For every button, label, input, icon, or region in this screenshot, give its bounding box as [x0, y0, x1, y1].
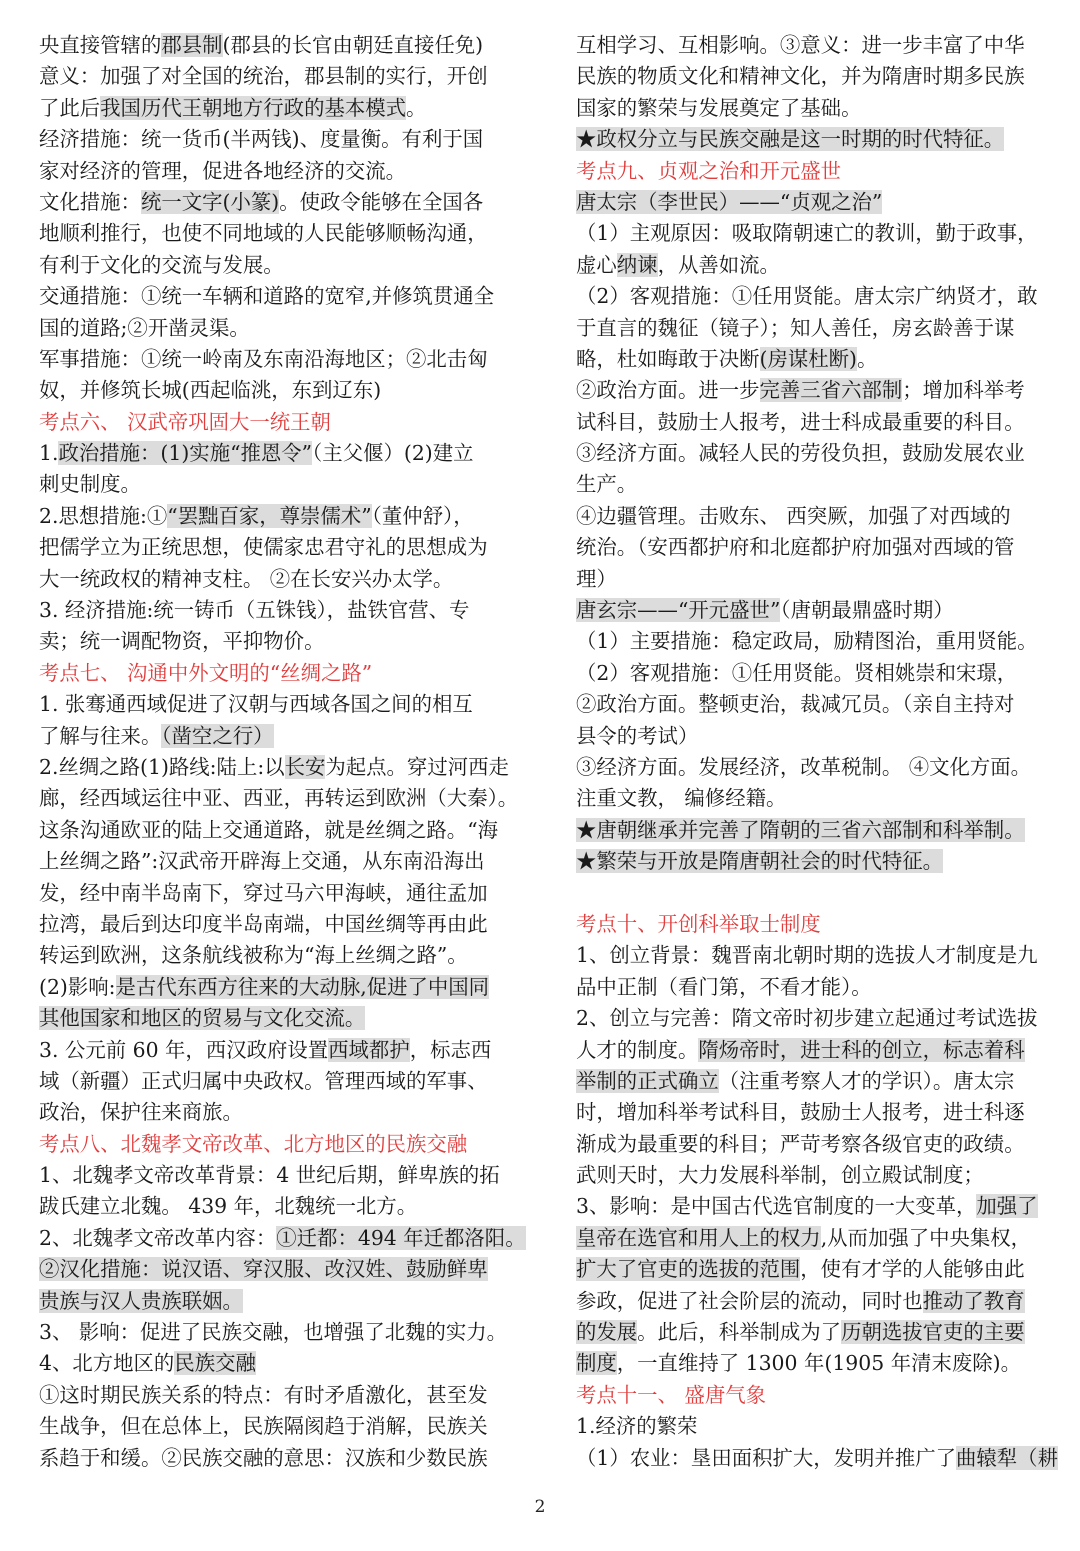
text-segment: 2、创立与完善：隋文帝时初步建立起通过考试选拔 [576, 1006, 1038, 1031]
text-line [39, 156, 507, 187]
text-segment: （1）主观原因：吸取隋朝速亡的教训，勤于政事， [576, 221, 1038, 246]
text-line [576, 815, 1044, 846]
text-line [39, 815, 507, 846]
text-segment: (2)影响: [39, 974, 116, 999]
highlighted-text: 政治措施：(1)实施“推恩令” [58, 441, 313, 466]
highlighted-text: 隋炀帝时，进士科的创立，标志着科 [698, 1037, 1025, 1062]
text-segment: 3、影响：是中国古代选官制度的一大变革， [576, 1194, 977, 1219]
highlighted-text: 加强了 [976, 1194, 1038, 1219]
text-segment: 生产。 [576, 472, 638, 497]
text-segment: 。 [406, 95, 427, 120]
text-segment: （唐朝最鼎盛时期） [780, 598, 954, 623]
text-segment: ，从善如流。 [657, 252, 780, 277]
highlighted-text: 完善三省六部制 [759, 378, 903, 403]
text-segment: ，一直维持了 1300 年(1905 年清末废除)。 [616, 1351, 1021, 1376]
highlighted-text: 皇帝在选官和用人上的权力 [576, 1225, 821, 1250]
text-segment: 意义：加强了对全国的统治，郡县制的实行，开创 [39, 64, 488, 89]
text-line [39, 1411, 507, 1442]
text-segment: 生战争，但在总体上，民族隔阂趋于消解，民族关 [39, 1414, 488, 1439]
highlighted-text: ★政权分立与民族交融是这一时期的时代特征。 [576, 127, 1005, 152]
text-segment: 军事措施：①统一岭南及东南沿海地区；②北击匈 [39, 346, 488, 371]
text-line [39, 783, 519, 814]
text-line [576, 783, 1044, 814]
text-segment: 考点十一、 盛唐气象 [576, 1382, 766, 1407]
text-line [39, 93, 507, 124]
text-line [576, 313, 1044, 344]
highlighted-text: 曲辕犁（耕 [956, 1445, 1058, 1470]
text-line [576, 532, 1044, 563]
highlighted-text: ★唐朝继承并完善了隋朝的三省六部制和科举制。 [576, 817, 1025, 842]
text-segment: 略，杜如晦敢于决断 [576, 346, 760, 371]
text-segment: ，使有才学的人能够由此 [800, 1257, 1025, 1282]
text-segment: （1）农业：垦田面积扩大，发明并推广了 [576, 1445, 957, 1470]
text-line [39, 721, 507, 752]
left-column [39, 30, 526, 1474]
text-segment: 2.思想措施:① [39, 503, 168, 528]
text-segment: 1. 张骞通西域促进了汉朝与西域各国之间的相互 [39, 692, 473, 717]
highlighted-text: 推动了教育 [922, 1288, 1025, 1313]
text-line [576, 1160, 1044, 1191]
highlighted-text: 其他国家和地区的贸易与文化交流。 [39, 1006, 366, 1031]
text-segment: 渐成为最重要的科目；严苛考察各级官吏的政绩。 [576, 1131, 1025, 1156]
text-segment: 交通措施：①统一车辆和道路的宽窄,并修筑贯通全 [39, 284, 495, 309]
text-line [576, 1254, 1044, 1285]
text-line [576, 689, 1044, 720]
text-line [39, 344, 507, 375]
text-segment: ③经济方面。发展经济，改革税制。 ④文化方面。 [576, 754, 1032, 779]
text-line [576, 438, 1044, 469]
highlighted-text: 是古代东西方往来的大动脉,促进了中国同 [115, 974, 490, 999]
text-line [39, 1097, 507, 1128]
text-segment: （2）客观措施：①任用贤能。贤相姚崇和宋璟， [576, 660, 1018, 685]
text-segment: 了此后 [39, 95, 101, 120]
text-line [39, 532, 507, 563]
text-line [576, 972, 1044, 1003]
text-segment: 考点七、 沟通中外文明的“丝绸之路” [39, 660, 373, 685]
highlighted-text: ②汉化措施：说汉语、穿汉服、改汉姓、鼓励鲜卑 [39, 1257, 488, 1282]
text-line [39, 218, 507, 249]
highlighted-text: (房谋杜断) [759, 346, 857, 371]
text-line [576, 940, 1044, 971]
text-segment: 有利于文化的交流与发展。 [39, 252, 284, 277]
text-segment: 1、北魏孝文帝改革背景：4 世纪后期，鲜卑族的拓 [39, 1163, 500, 1188]
text-line [39, 1003, 507, 1034]
text-segment: 大一统政权的精神支柱。 ②在长安兴办太学。 [39, 566, 454, 591]
text-line [39, 972, 507, 1003]
text-segment: 家对经济的管理，促进各地经济的交流。 [39, 158, 407, 183]
text-segment: 国家的繁荣与发展奠定了基础。 [576, 95, 862, 120]
text-segment: （1）主要措施：稳定政局，励精图治，重用贤能。 [576, 629, 1038, 654]
text-segment: 系趋于和缓。②民族交融的意思：汉族和少数民族 [39, 1445, 488, 1470]
text-line [39, 30, 507, 61]
section-heading [39, 1129, 507, 1160]
page-number: 2 [534, 1497, 546, 1517]
text-segment: ③经济方面。减轻人民的劳役负担，鼓励发展农业 [576, 441, 1025, 466]
text-segment: 上丝绸之路”:汉武帝开辟海上交通，从东南沿海出 [39, 849, 485, 874]
text-line [39, 1160, 507, 1191]
text-line [39, 752, 507, 783]
section-heading [576, 909, 1044, 940]
text-line [576, 344, 1044, 375]
text-line [576, 501, 1044, 532]
text-segment: 奴，并修筑长城(西起临洮，东到辽东) [39, 378, 382, 403]
text-line [576, 1035, 1044, 1066]
highlighted-text: 统一文字(小篆) [140, 189, 280, 214]
text-line [576, 658, 1044, 689]
text-segment: 理） [576, 566, 617, 591]
text-line [576, 846, 1044, 877]
highlighted-text: 纳谏 [616, 252, 658, 277]
text-segment: 发，经中南半岛南下，穿过马六甲海峡，通往孟加 [39, 880, 488, 905]
text-line [576, 752, 1044, 783]
highlighted-text: 扩大了官吏的选拔的范围 [576, 1257, 801, 1282]
section-heading [576, 156, 1044, 187]
highlighted-text: 郡县制 [161, 33, 223, 57]
text-line [39, 1254, 507, 1285]
text-line [39, 250, 507, 281]
text-line [576, 1348, 1044, 1379]
text-segment: ②政治方面。进一步 [576, 378, 760, 403]
highlighted-text: （凿空之行） [161, 723, 274, 748]
text-line [39, 878, 507, 909]
text-line [39, 626, 507, 657]
text-segment: 统治。（安西都护府和北庭都护府加强对西域的管 [576, 535, 1015, 560]
text-segment: 注重文教， 编修经籍。 [576, 786, 787, 811]
blank-line [576, 878, 1044, 909]
text-line [576, 61, 1044, 92]
highlighted-text: ①迁都：494 年迁都洛阳。 [276, 1225, 526, 1250]
text-line [39, 501, 507, 532]
text-segment: 于直言的魏征（镜子）；知人善任，房玄龄善于谋 [576, 315, 1015, 340]
text-line [39, 909, 507, 940]
text-segment: 参政，促进了社会阶层的流动，同时也 [576, 1288, 923, 1313]
text-segment: 跋氏建立北魏。 439 年，北魏统一北方。 [39, 1194, 418, 1219]
text-segment: 经济措施：统一货币(半两钱)、度量衡。有利于国 [39, 127, 484, 152]
text-segment: 文化措施： [39, 189, 141, 214]
highlighted-text: 西域都护 [328, 1037, 410, 1062]
text-segment: 人才的制度。 [576, 1037, 699, 1062]
text-line [576, 1066, 1044, 1097]
text-line [39, 375, 507, 406]
text-line [576, 30, 1044, 61]
highlighted-text: 唐玄宗——“开元盛世” [576, 598, 781, 623]
text-line [39, 689, 507, 720]
text-line [576, 1003, 1044, 1034]
text-segment: 互相学习、互相影响。③意义：进一步丰富了中华 [576, 33, 1025, 57]
text-line [576, 250, 1044, 281]
text-segment: 品中正制（看门第，不看才能）。 [576, 974, 872, 999]
text-line [576, 1191, 1044, 1222]
text-line [576, 626, 1044, 657]
highlighted-text: 长安 [284, 754, 326, 779]
text-line [576, 375, 1044, 406]
highlighted-text: 历朝选拔官吏的主要 [841, 1320, 1025, 1345]
text-segment: 2、北魏孝文帝改革内容： [39, 1225, 277, 1250]
text-segment: 。使政令能够在全国各 [279, 189, 484, 214]
text-line [576, 1286, 1044, 1317]
text-line [39, 187, 507, 218]
text-line [576, 218, 1044, 249]
text-line [39, 595, 507, 626]
text-segment: (郡县的长官由朝廷直接任免) [222, 33, 484, 57]
text-line [39, 1066, 507, 1097]
text-segment: 1、创立背景：魏晋南北朝时期的选拔人才制度是九 [576, 943, 1038, 968]
text-segment: 考点六、 汉武帝巩固大一统王朝 [39, 409, 331, 434]
text-line [576, 124, 1044, 155]
text-segment: （注重考察人才的学识）。唐太宗 [718, 1068, 1015, 1093]
text-line [39, 469, 507, 500]
highlighted-text: “罢黜百家，尊崇儒术” [167, 503, 372, 528]
text-line [39, 438, 507, 469]
text-line [39, 281, 507, 312]
text-segment: 转运到欧洲，这条航线被称为“海上丝绸之路”。 [39, 943, 468, 968]
text-line [576, 281, 1044, 312]
text-segment: 国的道路;②开凿灵渠。 [39, 315, 250, 340]
text-segment: （2）客观措施：①任用贤能。唐太宗广纳贤才，敢 [576, 284, 1038, 309]
text-segment: 虚心 [576, 252, 617, 277]
highlighted-text: 举制的正式确立 [576, 1068, 719, 1093]
text-segment: ，标志西 [409, 1037, 492, 1062]
text-segment: 政治，保护往来商旅。 [39, 1100, 243, 1125]
section-heading [576, 1380, 1044, 1411]
text-line [39, 1380, 507, 1411]
text-segment: 武则天时，大力发展科举制，创立殿试制度； [576, 1163, 984, 1188]
text-line [39, 940, 507, 971]
highlighted-text: ★繁荣与开放是隋唐朝社会的时代特征。 [576, 849, 944, 874]
text-line [576, 469, 1044, 500]
text-line [39, 1317, 507, 1348]
text-line [39, 1223, 526, 1254]
text-segment: （主父偃）(2)建立 [312, 441, 474, 466]
text-segment: ①这时期民族关系的特点：有时矛盾激化，甚至发 [39, 1382, 488, 1407]
text-segment: 试科目，鼓励士人报考，进士科成最重要的科目。 [576, 409, 1025, 434]
text-line [576, 1411, 1044, 1442]
text-line [576, 407, 1044, 438]
text-line [576, 1443, 1058, 1474]
text-line [576, 721, 1044, 752]
text-segment: ④边疆管理。击败东、 西突厥，加强了对西域的 [576, 503, 1011, 528]
text-line [576, 595, 1044, 626]
text-line [39, 564, 507, 595]
highlighted-text: 的发展 [576, 1320, 638, 1345]
text-line [39, 1286, 507, 1317]
text-segment: 。 [857, 346, 878, 371]
text-line [576, 93, 1044, 124]
text-segment: 央直接管辖的 [39, 33, 162, 57]
text-segment: ②政治方面。整顿吏治，裁减冗员。（亲自主持对 [576, 692, 1015, 717]
text-segment: ；增加科举考 [902, 378, 1025, 403]
text-segment: 了解与往来。 [39, 723, 162, 748]
text-segment: 把儒学立为正统思想，使儒家忠君守礼的思想成为 [39, 535, 488, 560]
text-segment: 廊，经西域运往中亚、西亚，再转运到欧洲（大秦）。 [39, 786, 519, 811]
text-line [39, 61, 507, 92]
text-segment: 1. [39, 441, 59, 466]
text-segment: 。此后，科举制成为了 [637, 1320, 842, 1345]
text-line [576, 1317, 1044, 1348]
text-line [39, 124, 507, 155]
text-segment: 刺史制度。 [39, 472, 141, 497]
highlighted-text: 唐太宗（李世民）——“贞观之治” [576, 189, 883, 214]
section-heading [39, 407, 507, 438]
text-segment: 域（新疆）正式归属中央政权。管理西域的军事、 [39, 1068, 488, 1093]
text-segment: 3、 影响：促进了民族交融，也增强了北魏的实力。 [39, 1320, 508, 1345]
text-segment: ,从而加强了中央集权， [820, 1225, 1032, 1250]
text-segment: （董仲舒）， [371, 503, 474, 528]
text-segment: 考点八、北魏孝文帝改革、北方地区的民族交融 [39, 1131, 468, 1156]
text-line [39, 1443, 507, 1474]
text-segment: 为起点。穿过河西走 [325, 754, 509, 779]
right-column [576, 30, 1058, 1474]
text-segment: 1.经济的繁荣 [576, 1414, 698, 1439]
text-segment: 民族的物质文化和精神文化，并为隋唐时期多民族 [576, 64, 1025, 89]
text-line [39, 313, 507, 344]
text-segment: 3. 经济措施:统一铸币（五铢钱），盐铁官营、专 [39, 598, 470, 623]
text-segment: 考点十、开创科举取士制度 [576, 911, 821, 936]
text-line [576, 187, 1044, 218]
text-segment: 县令的考试） [576, 723, 699, 748]
text-segment: 拉湾，最后到达印度半岛南端，中国丝绸等再由此 [39, 911, 488, 936]
text-segment: 时，增加科举考试科目，鼓励士人报考，进士科逐 [576, 1100, 1025, 1125]
text-segment: 2.丝绸之路(1)路线:陆上:以 [39, 754, 285, 779]
highlighted-text: 我国历代王朝地方行政的基本模式 [100, 95, 407, 120]
highlighted-text: 贵族与汉人贵族联姻。 [39, 1288, 243, 1313]
text-line [39, 1191, 507, 1222]
text-line [576, 1129, 1044, 1160]
text-segment: 这条沟通欧亚的陆上交通道路，就是丝绸之路。“海 [39, 817, 499, 842]
text-segment: 考点九、贞观之治和开元盛世 [576, 158, 842, 183]
text-segment: 地顺利推行，也使不同地域的人民能够顺畅沟通， [39, 221, 488, 246]
text-line [576, 1097, 1044, 1128]
text-segment: 4、北方地区的 [39, 1351, 175, 1376]
text-segment: 3. 公元前 60 年，西汉政府设置 [39, 1037, 329, 1062]
section-heading [39, 658, 507, 689]
highlighted-text: 制度 [576, 1351, 617, 1376]
text-line [39, 846, 507, 877]
highlighted-text: 民族交融 [174, 1351, 256, 1376]
text-line [576, 1223, 1044, 1254]
text-line [39, 1035, 507, 1066]
text-segment: 卖；统一调配物资，平抑物价。 [39, 629, 325, 654]
text-line [39, 1348, 507, 1379]
text-line [576, 564, 1044, 595]
